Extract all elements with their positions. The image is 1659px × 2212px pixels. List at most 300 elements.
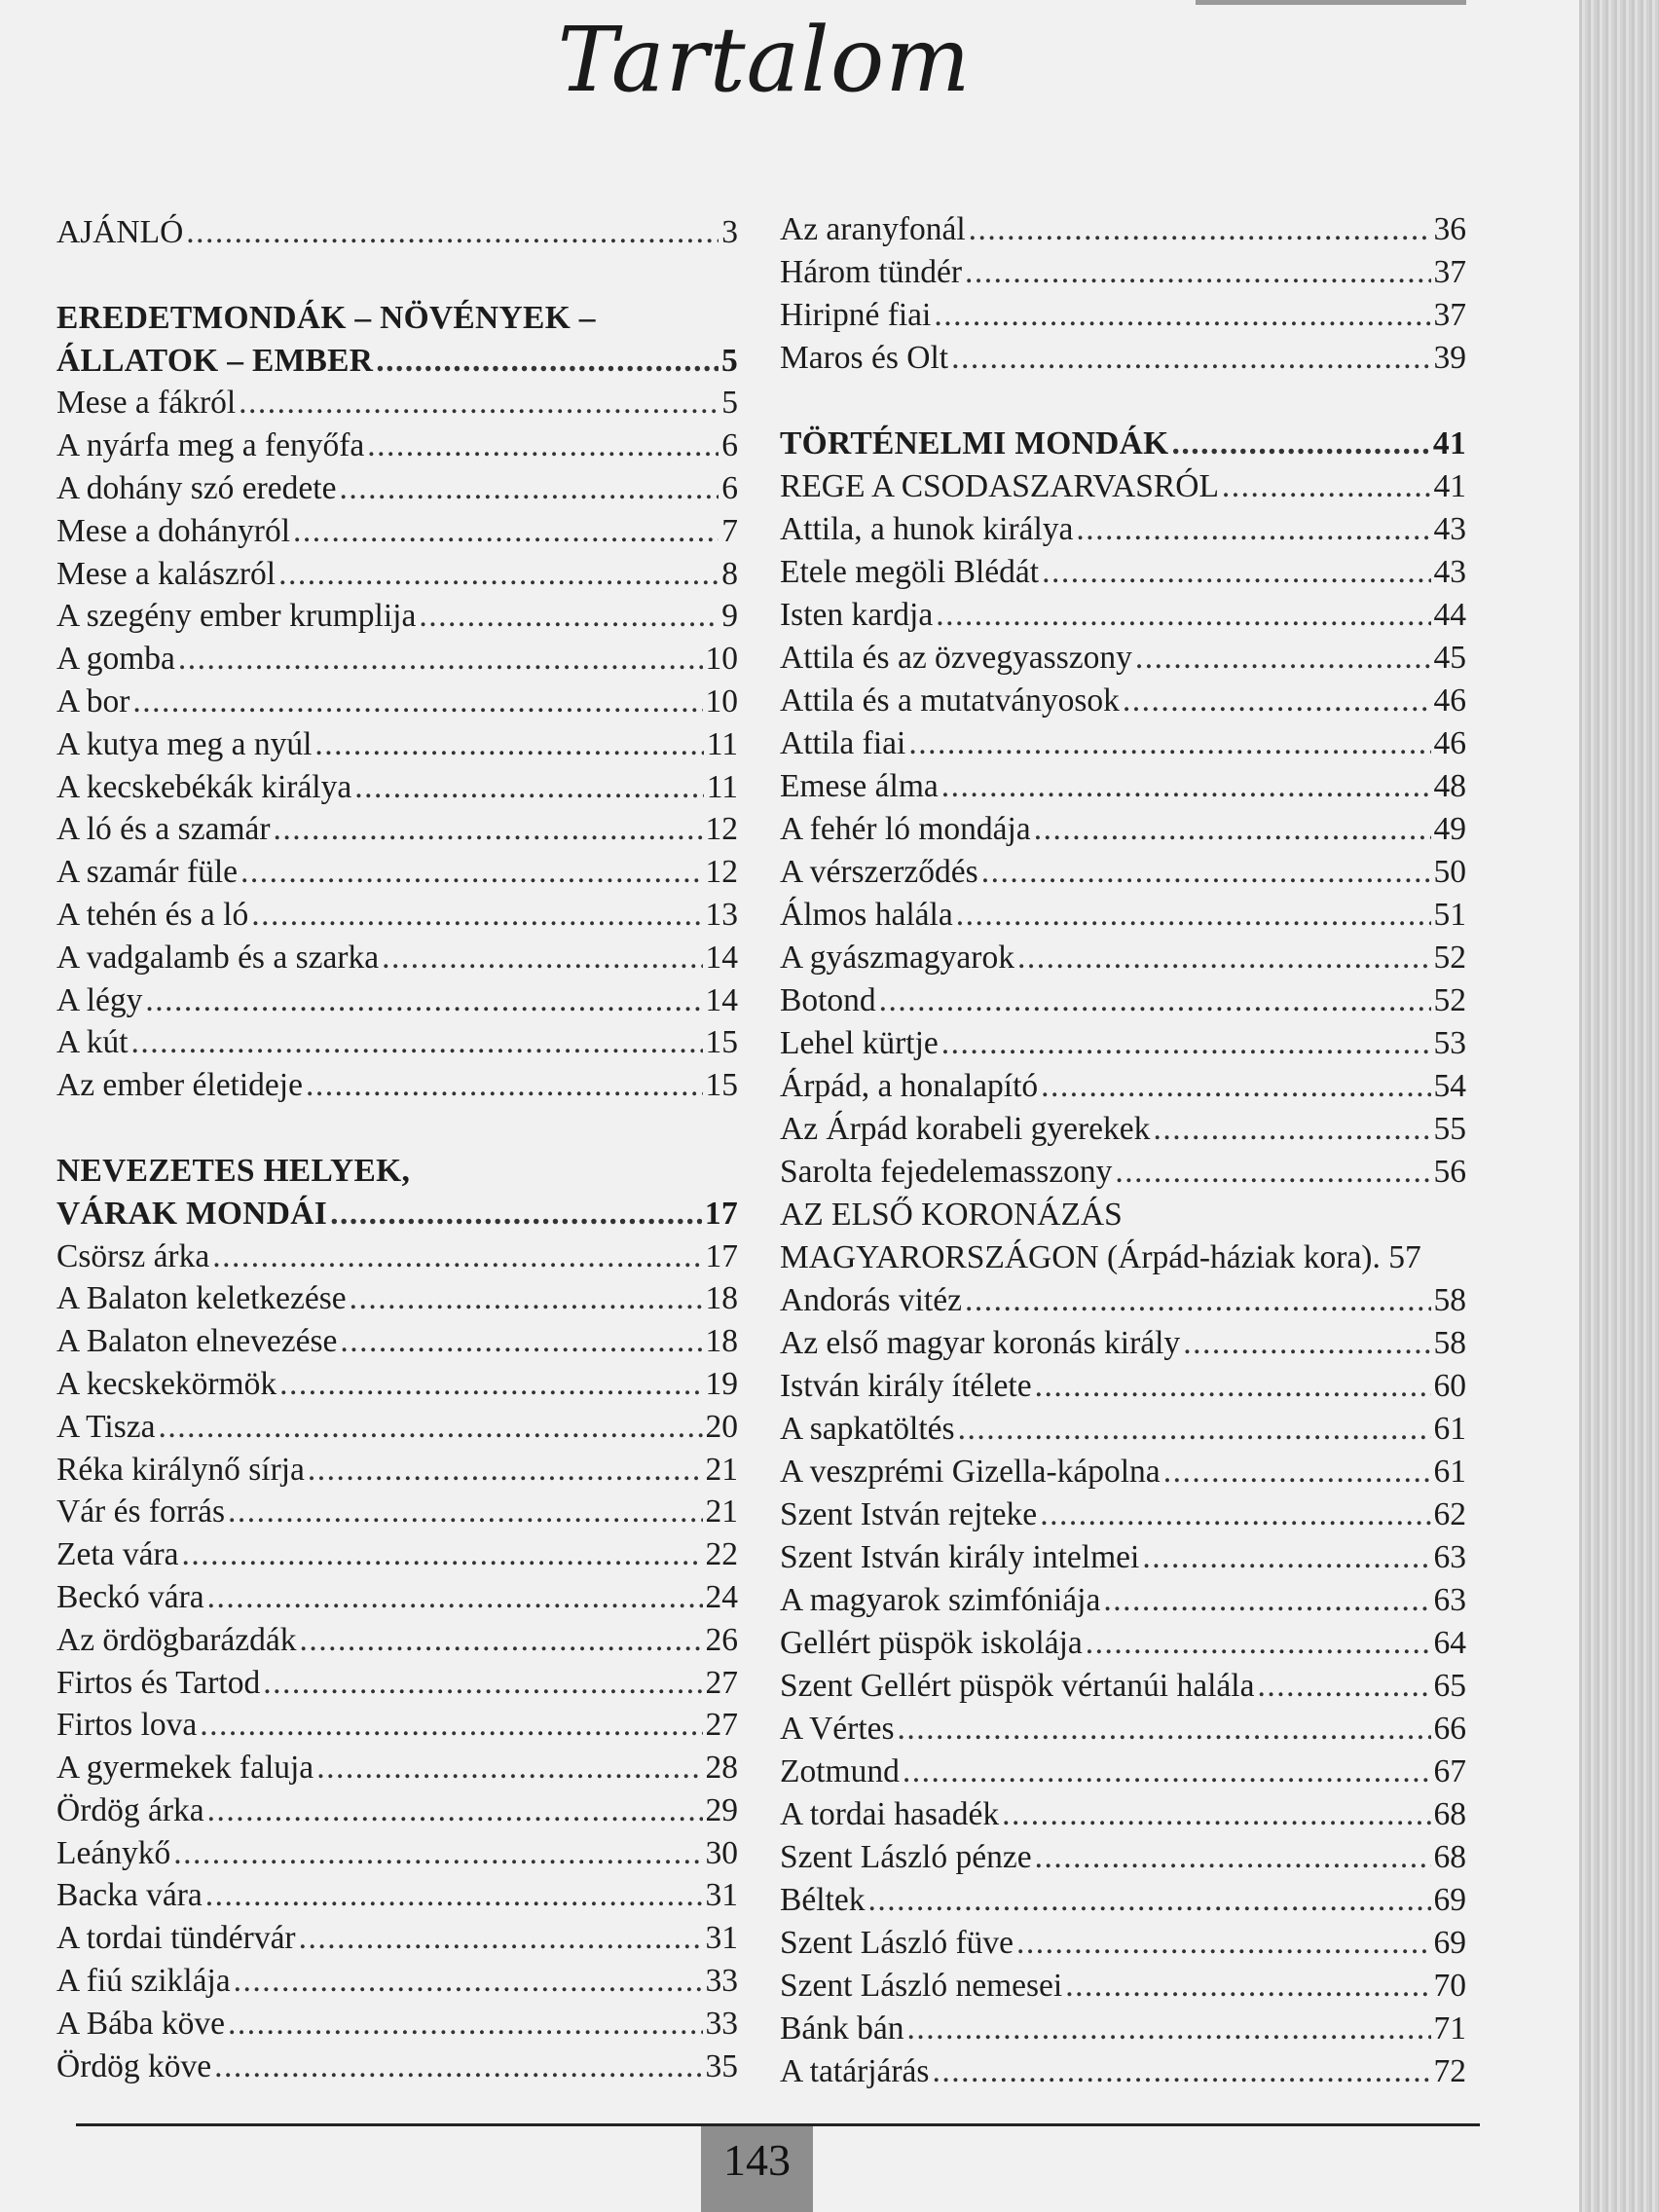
toc-entry-page: 48 (1433, 768, 1466, 804)
section-gap (56, 254, 738, 297)
toc-entry-page: 24 (705, 1578, 738, 1615)
toc-entry (780, 294, 1466, 337)
toc-entry (780, 979, 1466, 1022)
toc-entry-title: Zotmund (780, 1753, 900, 1789)
toc-entry (56, 1960, 738, 2003)
toc-entry-title: A kutya meg a nyúl (56, 725, 313, 762)
toc-entry-title: AJÁNLÓ (56, 214, 184, 250)
toc-entry-page: 12 (705, 854, 738, 891)
toc-entry-page: 13 (705, 896, 738, 933)
toc-entry (780, 1579, 1466, 1622)
toc-entry (56, 723, 738, 766)
toc-entry-page: 21 (705, 1493, 738, 1530)
toc-entry (56, 766, 738, 809)
dot-leader (1065, 1965, 1430, 2008)
toc-entry-page: 15 (705, 1024, 738, 1061)
dot-leader (340, 1320, 702, 1363)
toc-entry-title: Árpád, a honalapító (780, 1068, 1039, 1104)
toc-entry (56, 553, 738, 596)
toc-entry (56, 1576, 738, 1619)
toc-entry (56, 2003, 738, 2046)
dot-leader (228, 1491, 703, 1533)
toc-entry-page: 27 (705, 1664, 738, 1701)
toc-entry (56, 1662, 738, 1705)
toc-entry-page: 53 (1433, 1025, 1466, 1061)
toc-entry (780, 1108, 1466, 1151)
toc-entry-page: 61 (1433, 1454, 1466, 1490)
page-edge (1579, 0, 1659, 2212)
toc-entry (780, 1022, 1466, 1065)
toc-entry-title: A tatárjárás (780, 2053, 930, 2089)
toc-entry-title: Szent Gellért püspök vértanúi halála (780, 1668, 1255, 1704)
dot-leader (234, 1960, 703, 2003)
dot-leader (314, 723, 703, 766)
dot-leader (981, 851, 1431, 894)
dot-leader (958, 1408, 1431, 1451)
toc-entry-title: Mese a fákról (56, 385, 237, 422)
toc-entry-page: 10 (705, 641, 738, 678)
toc-entry (780, 208, 1466, 251)
toc-entry-title: Firtos és Tartod (56, 1664, 261, 1701)
toc-entry-page: 9 (721, 598, 738, 635)
toc-entry-title: A Bába köve (56, 2005, 226, 2042)
toc-entry (780, 1065, 1466, 1108)
toc-entry-page: 18 (705, 1323, 738, 1360)
toc-entry-page: 14 (705, 981, 738, 1018)
toc-entry (56, 894, 738, 937)
dot-leader (200, 1704, 702, 1747)
dot-leader (382, 937, 702, 979)
toc-entry (780, 508, 1466, 551)
toc-entry-page: 37 (1433, 297, 1466, 333)
toc-entry-page: 52 (1433, 940, 1466, 976)
toc-entry (56, 340, 738, 383)
toc-entry-title: Maros és Olt (780, 340, 949, 376)
dot-leader (178, 638, 703, 681)
toc-entry-page: 28 (705, 1750, 738, 1787)
toc-entry-title: A tordai hasadék (780, 1796, 1000, 1832)
dot-leader (1017, 937, 1431, 979)
toc-entry-page: 3 (721, 214, 738, 250)
toc-entry (780, 808, 1466, 851)
toc-entry (56, 1235, 738, 1278)
toc-entry (780, 1751, 1466, 1793)
toc-entry (780, 1965, 1466, 2008)
toc-entry-page: 27 (705, 1707, 738, 1744)
toc-entry-title: Szent László füve (780, 1925, 1014, 1961)
toc-entry-title: A fiú sziklája (56, 1963, 231, 2000)
dot-leader (932, 2050, 1430, 2093)
toc-entry (780, 1493, 1466, 1536)
toc-entry (780, 2008, 1466, 2050)
dot-leader (867, 1879, 1430, 1922)
toc-entry (56, 1406, 738, 1449)
toc-entry-title: Szent László pénze (780, 1839, 1032, 1875)
toc-entry-title: A bor (56, 682, 130, 719)
toc-entry-page: 14 (705, 939, 738, 976)
toc-entry-page: 66 (1433, 1711, 1466, 1747)
toc-entry-page: 21 (705, 1451, 738, 1488)
toc-entry-page: 51 (1433, 897, 1466, 933)
dot-leader (251, 894, 702, 937)
toc-entry-title: Vár és forrás (56, 1493, 225, 1530)
toc-entry-title: ÁLLATOK – EMBER (56, 342, 374, 379)
toc-entry-page: 43 (1433, 554, 1466, 590)
toc-entry (780, 722, 1466, 765)
toc-section-heading (56, 1150, 738, 1193)
toc-entry-page: 69 (1433, 1882, 1466, 1918)
toc-entry-title: A gyászmagyarok (780, 940, 1014, 976)
toc-entry-page: 17 (704, 1195, 738, 1232)
toc-entry-title: Béltek (780, 1882, 866, 1918)
toc-entry-title: A nyárfa meg a fenyőfa (56, 427, 365, 464)
toc-entry (780, 1793, 1466, 1836)
dot-leader (316, 1747, 702, 1789)
toc-entry-page: 30 (705, 1834, 738, 1871)
toc-entry-page: 54 (1433, 1068, 1466, 1104)
toc-entry-title: A kecskebékák királya (56, 768, 352, 805)
dot-leader (145, 979, 702, 1022)
dot-leader (965, 1279, 1431, 1322)
toc-entry-page: 52 (1433, 982, 1466, 1018)
toc-entry-page: 7 (721, 512, 738, 549)
dot-leader (1002, 1793, 1430, 1836)
toc-entry (780, 937, 1466, 979)
toc-entry (780, 1322, 1466, 1365)
toc-entry-title: Réka királynő sírja (56, 1451, 305, 1488)
dot-leader (1142, 1536, 1430, 1579)
toc-entry (780, 1151, 1466, 1194)
toc-entry-title: Lehel kürtje (780, 1025, 939, 1061)
toc-entry (56, 1449, 738, 1492)
dot-leader (898, 1708, 1431, 1751)
dot-leader (1076, 508, 1430, 551)
toc-entry (780, 894, 1466, 937)
toc-section-heading (56, 297, 738, 340)
toc-entry-page: 29 (705, 1791, 738, 1828)
toc-entry-title: Mese a dohányról (56, 512, 291, 549)
toc-entry (56, 638, 738, 681)
toc-entry-title: A magyarok szimfóniája (780, 1582, 1101, 1618)
dot-leader (1257, 1665, 1430, 1708)
dot-leader (293, 510, 719, 553)
toc-entry (780, 851, 1466, 894)
toc-entry (56, 467, 738, 510)
toc-entry-title: A dohány szó eredete (56, 469, 337, 506)
toc-entry-title: Andorás vitéz (780, 1282, 962, 1318)
toc-entry-title: Hiripné fiai (780, 297, 932, 333)
toc-entry-page: 45 (1433, 640, 1466, 676)
toc-entry-page: 33 (705, 1963, 738, 2000)
toc-entry-page: 31 (705, 1877, 738, 1914)
toc-entry (56, 595, 738, 638)
toc-entry-title: A gyermekek faluja (56, 1750, 314, 1787)
toc-entry-title: Három tündér (780, 254, 962, 290)
toc-entry-page: 36 (1433, 211, 1466, 247)
dot-leader (330, 1193, 702, 1235)
dot-leader (1086, 1622, 1431, 1665)
toc-entry-title: Az első magyar koronás király (780, 1325, 1181, 1361)
toc-entry-page: 35 (705, 2047, 738, 2084)
toc-heading-label: NEVEZETES HELYEK, (56, 1152, 411, 1189)
toc-entry (56, 937, 738, 979)
toc-entry-title: A sapkatöltés (780, 1411, 955, 1447)
toc-entry-title: Álmos halála (780, 897, 953, 933)
toc-entry (780, 680, 1466, 722)
toc-entry-page: 10 (705, 682, 738, 719)
toc-entry-page: 37 (1433, 254, 1466, 290)
dot-leader (354, 766, 704, 809)
toc-entry-title: REGE A CSODASZARVASRÓL (780, 468, 1219, 504)
toc-entry-page: 64 (1433, 1625, 1466, 1661)
toc-entry-title: Attila és az özvegyasszony (780, 640, 1132, 676)
toc-entry-page: 46 (1433, 725, 1466, 761)
dot-leader (212, 1235, 702, 1278)
dot-leader (1034, 808, 1431, 851)
toc-entry-page: 22 (705, 1536, 738, 1573)
toc-entry-page: 44 (1433, 597, 1466, 633)
toc-entry (56, 851, 738, 894)
toc-entry (780, 1879, 1466, 1922)
toc-entry (780, 1365, 1466, 1408)
dot-leader (308, 1449, 703, 1492)
dot-leader (214, 2046, 702, 2088)
toc-entry-title: Mese a kalászról (56, 555, 276, 592)
toc-entry-title: A Balaton keletkezése (56, 1280, 347, 1317)
dot-leader (908, 722, 1430, 765)
toc-entry-title: Bánk bán (780, 2010, 904, 2046)
dot-leader (1222, 465, 1431, 508)
toc-entry-title: Backa vára (56, 1877, 203, 1914)
dot-leader (376, 340, 719, 383)
toc-entry-page: 56 (1433, 1154, 1466, 1190)
dot-leader (965, 251, 1431, 294)
toc-left-column (56, 211, 738, 2087)
toc-entry-page: 63 (1433, 1539, 1466, 1575)
dot-leader (941, 1022, 1431, 1065)
toc-entry (56, 1832, 738, 1875)
toc-entry (780, 337, 1466, 380)
toc-entry-page: 72 (1433, 2053, 1466, 2089)
dot-leader (158, 1406, 702, 1449)
dot-leader (1035, 1365, 1431, 1408)
dot-leader (1115, 1151, 1430, 1194)
toc-entry (780, 465, 1466, 508)
toc-entry (780, 1408, 1466, 1451)
dot-leader (263, 1662, 702, 1705)
toc-heading-label: MAGYARORSZÁGON (Árpád-háziak kora). 57 (780, 1239, 1421, 1275)
dot-leader (419, 595, 719, 638)
dot-leader (131, 1021, 703, 1064)
toc-entry-title: A szegény ember krumplija (56, 598, 417, 635)
toc-entry-page: 58 (1433, 1325, 1466, 1361)
toc-entry (56, 1747, 738, 1789)
toc-entry (56, 1193, 738, 1235)
dot-leader (350, 1277, 703, 1320)
dot-leader (1171, 423, 1429, 465)
dot-leader (173, 1832, 702, 1875)
toc-entry-title: Az Árpád korabeli gyerekek (780, 1111, 1151, 1147)
dot-leader (182, 1533, 703, 1576)
dot-leader (1153, 1108, 1430, 1151)
toc-entry (56, 510, 738, 553)
section-gap (56, 1107, 738, 1150)
toc-entry-title: Szent István rejteke (780, 1496, 1038, 1532)
toc-right-column (780, 208, 1466, 2093)
toc-entry (780, 1536, 1466, 1579)
toc-entry-page: 43 (1433, 511, 1466, 547)
dot-leader (367, 424, 719, 467)
toc-entry-title: A kecskekörmök (56, 1365, 277, 1402)
toc-entry-page: 67 (1433, 1753, 1466, 1789)
dot-leader (278, 553, 719, 596)
toc-entry-title: Szent István király intelmei (780, 1539, 1140, 1575)
toc-entry-page: 18 (705, 1280, 738, 1317)
dot-leader (951, 337, 1430, 380)
toc-entry-page: 41 (1432, 425, 1466, 461)
dot-leader (1123, 680, 1431, 722)
dot-leader (240, 851, 702, 894)
toc-entry-title: A Balaton elnevezése (56, 1323, 338, 1360)
dot-leader (1103, 1579, 1430, 1622)
page-number: 143 (723, 2135, 791, 2185)
dot-leader (306, 1064, 703, 1107)
dot-leader (299, 1917, 703, 1960)
toc-entry (780, 251, 1466, 294)
page-title: Tartalom (557, 8, 972, 112)
dot-leader (879, 979, 1431, 1022)
toc-entry-title: Az ördögbarázdák (56, 1621, 297, 1658)
toc-entry-title: Isten kardja (780, 597, 934, 633)
dot-leader (339, 467, 719, 510)
toc-entry (780, 594, 1466, 637)
dot-leader (186, 211, 719, 254)
toc-entry-title: A tordai tündérvár (56, 1920, 296, 1957)
dot-leader (132, 681, 702, 723)
section-gap (780, 380, 1466, 423)
dot-leader (207, 1789, 703, 1832)
dot-leader (1042, 551, 1430, 594)
toc-entry (56, 1363, 738, 1406)
toc-entry (56, 1917, 738, 1960)
toc-entry (56, 1064, 738, 1107)
toc-entry-page: 71 (1433, 2010, 1466, 2046)
page-tab-marker (1196, 0, 1466, 5)
toc-entry-title: Csörsz árka (56, 1237, 210, 1274)
toc-entry-page: 55 (1433, 1111, 1466, 1147)
toc-entry-page: 41 (1433, 468, 1466, 504)
toc-entry-page: 17 (705, 1237, 738, 1274)
toc-entry-page: 70 (1433, 1968, 1466, 2004)
toc-entry-page: 49 (1433, 811, 1466, 847)
toc-entry (56, 681, 738, 723)
toc-entry-title: Az ember életideje (56, 1067, 303, 1104)
toc-entry (780, 551, 1466, 594)
toc-entry-title: TÖRTÉNELMI MONDÁK (780, 425, 1169, 461)
toc-entry-page: 68 (1433, 1796, 1466, 1832)
dot-leader (934, 294, 1430, 337)
toc-entry-title: A szamár füle (56, 854, 239, 891)
toc-entry-page: 60 (1433, 1368, 1466, 1404)
toc-entry-title: Leánykő (56, 1834, 171, 1871)
toc-entry (56, 1533, 738, 1576)
dot-leader (1163, 1451, 1431, 1493)
toc-entry-title: Attila, a hunok királya (780, 511, 1074, 547)
toc-entry (780, 1922, 1466, 1965)
toc-entry-page: 58 (1433, 1282, 1466, 1318)
toc-entry-title: A tehén és a ló (56, 896, 249, 933)
toc-entry-page: 6 (721, 469, 738, 506)
toc-entry-title: A fehér ló mondája (780, 811, 1031, 847)
dot-leader (1041, 1065, 1430, 1108)
toc-entry-page: 39 (1433, 340, 1466, 376)
toc-entry (780, 423, 1466, 465)
toc-entry-title: Ördög árka (56, 1791, 204, 1828)
dot-leader (956, 894, 1431, 937)
toc-section-heading (780, 1194, 1466, 1236)
toc-entry-page: 12 (705, 811, 738, 848)
toc-entry-page: 26 (705, 1621, 738, 1658)
dot-leader (1135, 637, 1431, 680)
toc-entry (56, 2046, 738, 2088)
toc-entry-title: Botond (780, 982, 876, 1018)
toc-entry-title: A vérszerződés (780, 854, 978, 890)
toc-entry-title: Attila fiai (780, 725, 906, 761)
toc-entry (780, 1836, 1466, 1879)
toc-entry-title: Gellért püspök iskolája (780, 1625, 1083, 1661)
toc-entry (56, 211, 738, 254)
toc-entry-page: 33 (705, 2005, 738, 2042)
dot-leader (936, 594, 1430, 637)
toc-heading-label: EREDETMONDÁK – NÖVÉNYEK – (56, 299, 596, 336)
dot-leader (941, 765, 1431, 808)
toc-entry-page: 65 (1433, 1668, 1466, 1704)
toc-entry-title: A légy (56, 981, 143, 1018)
toc-entry (780, 637, 1466, 680)
dot-leader (1016, 1922, 1431, 1965)
dot-leader (1040, 1493, 1430, 1536)
toc-entry-title: A ló és a szamár (56, 811, 271, 848)
toc-entry-page: 6 (721, 427, 738, 464)
toc-entry (780, 765, 1466, 808)
toc-entry-page: 5 (720, 342, 738, 379)
dot-leader (1035, 1836, 1431, 1879)
toc-entry-title: A kút (56, 1024, 129, 1061)
toc-entry-title: Ördög köve (56, 2047, 212, 2084)
toc-entry (780, 1451, 1466, 1493)
toc-entry-page: 11 (706, 768, 738, 805)
toc-entry (780, 1622, 1466, 1665)
toc-entry (780, 1708, 1466, 1751)
dot-leader (205, 1874, 703, 1917)
toc-entry-page: 19 (705, 1365, 738, 1402)
toc-entry-page: 20 (705, 1408, 738, 1445)
toc-entry-page: 11 (706, 725, 738, 762)
dot-leader (1183, 1322, 1430, 1365)
toc-entry-title: A gomba (56, 641, 175, 678)
toc-entry (56, 1789, 738, 1832)
dot-leader (239, 382, 719, 424)
toc-entry-title: Szent László nemesei (780, 1968, 1063, 2004)
toc-entry-title: Sarolta fejedelemasszony (780, 1154, 1113, 1190)
toc-entry (56, 1491, 738, 1533)
dot-leader (207, 1576, 703, 1619)
toc-entry-title: A veszprémi Gizella-kápolna (780, 1454, 1161, 1490)
toc-entry-page: 50 (1433, 854, 1466, 890)
dot-leader (903, 1751, 1431, 1793)
toc-entry-title: Az aranyfonál (780, 211, 966, 247)
toc-entry-page: 62 (1433, 1496, 1466, 1532)
